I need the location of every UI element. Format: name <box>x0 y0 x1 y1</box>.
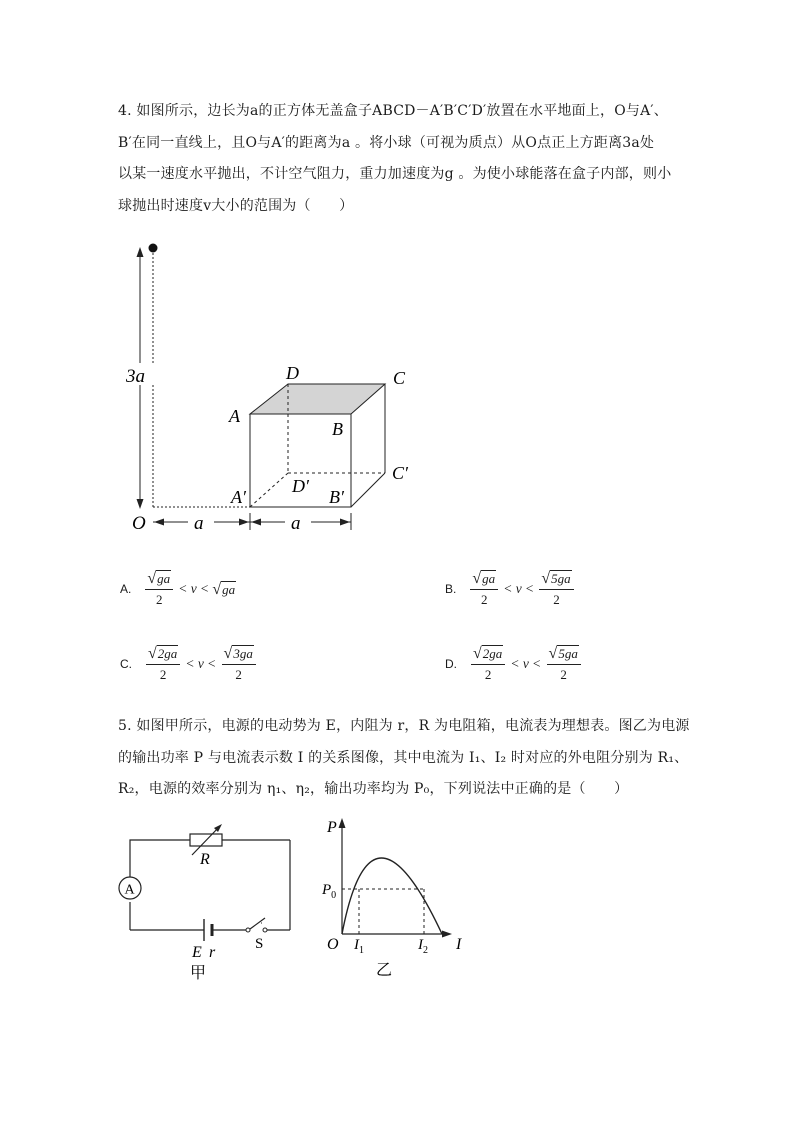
graph-caption: 乙 <box>376 962 393 979</box>
power-curve <box>342 858 442 934</box>
vertex-C1: C′ <box>392 463 408 483</box>
cube-top-opening <box>250 384 385 414</box>
vertex-A: A <box>229 406 240 426</box>
vertex-B: B <box>332 419 343 439</box>
ball <box>149 244 158 253</box>
i-axis-label: I <box>456 936 462 953</box>
circuit-diagram <box>110 820 310 985</box>
i2-label: $I_2$ <box>418 937 428 956</box>
origin-label: O <box>132 513 146 534</box>
option-letter: D. <box>445 657 457 671</box>
q5-line-2: 的输出功率 P 与电流表示数 I 的关系图像，其中电流为 I₁、I₂ 时对应的外电阻分别为 R₁、 <box>118 749 689 766</box>
switch-label: S <box>255 936 264 952</box>
q4-stem <box>118 96 698 222</box>
ammeter-label: A <box>124 882 135 898</box>
vertex-D1: D′ <box>292 476 309 496</box>
q4-line-1: 4. 如图所示，边长为a的正方体无盖盒子ABCD－A′B′C′D′放置在水平地面上，O与A′、 <box>118 103 668 119</box>
q4-cube-figure <box>110 235 430 540</box>
i1-label: $I_1$ <box>354 937 364 956</box>
vertex-D: D <box>286 363 299 383</box>
emf-label: E <box>192 944 202 961</box>
origin-label: O <box>327 936 339 953</box>
rheostat-label: R <box>200 851 210 868</box>
p0-label: $P_0$ <box>322 882 337 901</box>
q5-line-3: R₂，电源的效率分别为 η₁、η₂，输出功率均为 P₀，下列说法中正确的是（ ） <box>118 781 629 797</box>
height-arrow-head-up <box>137 247 144 257</box>
option-c[interactable]: C. √ 2ga 2 < v < √ 3ga 2 <box>120 645 258 683</box>
q4-line-2: B′在同一直线上，且O与A′的距离为a 。将小球（可视为质点）从O点正上方距离3a处 <box>118 134 655 151</box>
vertex-A1: A′ <box>231 487 246 507</box>
internal-resistance-label: r <box>209 944 216 961</box>
vertex-B1: B′ <box>329 487 344 507</box>
option-letter: C. <box>120 657 132 671</box>
q4-line-4: 球抛出时速度v大小的范围为（ ） <box>118 197 354 214</box>
option-letter: B. <box>445 582 457 596</box>
option-letter: A. <box>120 582 132 596</box>
vertex-C: C <box>393 368 406 388</box>
power-current-graph <box>310 812 480 982</box>
option-b[interactable]: B. √ ga 2 < v < √ 5ga 2 <box>445 570 576 608</box>
option-a[interactable]: A. √ ga 2 < v < √ ga <box>120 570 236 607</box>
gap-label-1: a <box>194 513 204 534</box>
gap-label-2: a <box>291 513 301 534</box>
option-d[interactable]: D. √ 2ga 2 < v < √ 5ga 2 <box>445 645 583 683</box>
q5-line-1: 5. 如图甲所示，电源的电动势为 E，内阻为 r，R 为电阻箱，电流表为理想表。图乙为电源 <box>118 718 690 734</box>
height-arrow-head-down <box>137 499 144 509</box>
switch-blade <box>250 918 265 929</box>
q5-stem <box>118 711 698 806</box>
height-label: 3a <box>126 366 145 387</box>
p-axis-label: P <box>327 819 337 836</box>
q4-line-3: 以某一速度水平抛出，不计空气阻力，重力加速度为g 。为使小球能落在盒子内部，则小 <box>118 166 672 182</box>
circuit-caption: 甲 <box>190 965 207 982</box>
